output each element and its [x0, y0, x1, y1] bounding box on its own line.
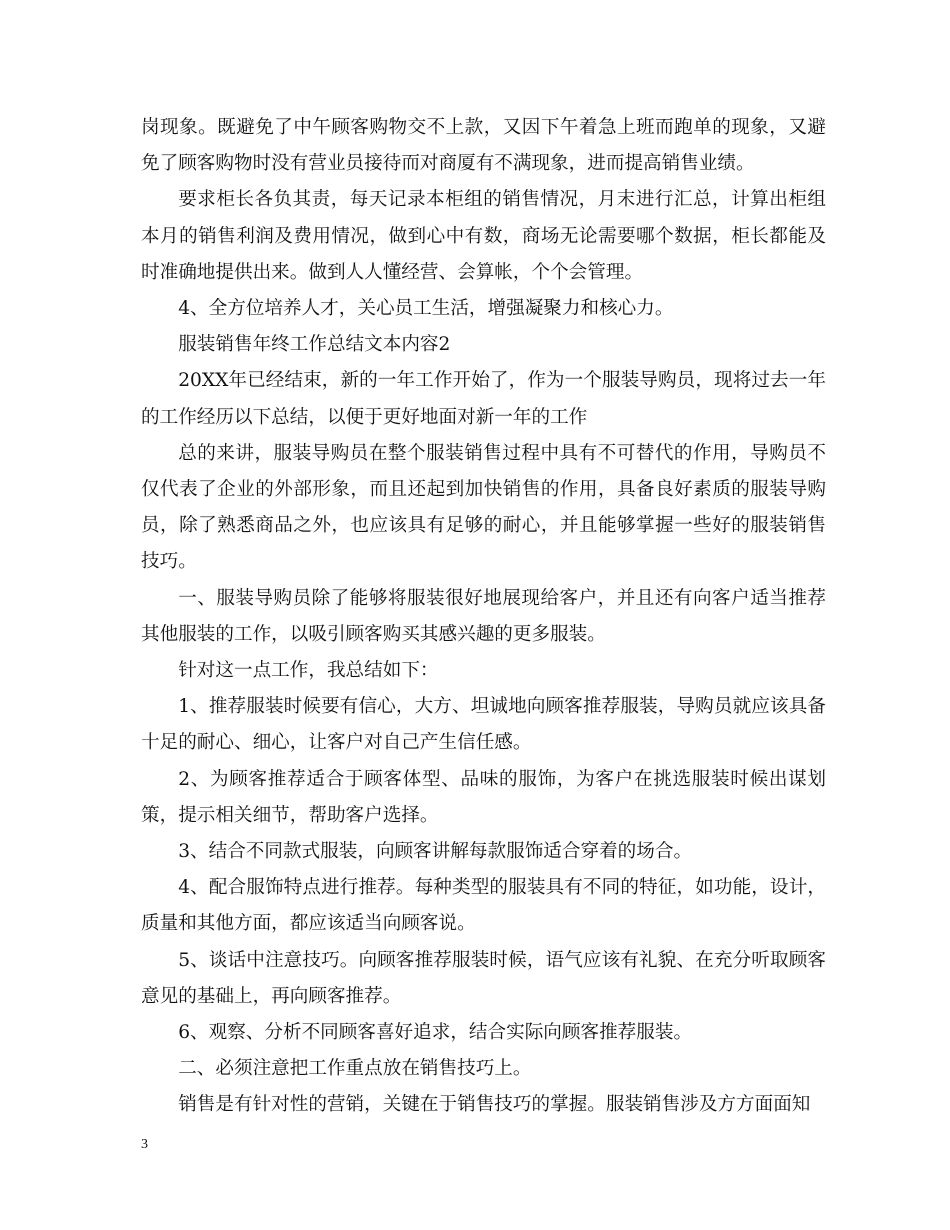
list-item-5: 5、谈话中注意技巧。向顾客推荐服装时候，语气应该有礼貌、在充分听取顾客意见的基础上，再向顾客推荐。 — [141, 949, 826, 1007]
page-number: 3 — [141, 1137, 148, 1152]
list-item-1: 1、推荐服装时候要有信心，大方、坦诚地向顾客推荐服装，导购员就应该具备十足的耐心、细心，让客户对自己产生信任感。 — [141, 696, 826, 754]
paragraph-sales-skills: 销售是有针对性的营销，关键在于销售技巧的掌握。服装销售涉及方方面面知 — [178, 1094, 811, 1116]
list-item-6: 6、观察、分析不同顾客喜好追求，结合实际向顾客推荐服装。 — [178, 1022, 693, 1044]
paragraph-summary-intro: 针对这一点工作，我总结如下： — [178, 660, 439, 682]
paragraph-counter-manager-duties: 要求柜长各负其责，每天记录本柜组的销售情况，月末进行汇总，计算出柜组本月的销售利润及费用情况，做到心中有数，商场无论需要哪个数据，柜长都能及时准确地提供出来。做到人人懂经营、会算帐，个个会管理。 — [141, 189, 826, 283]
list-item-3: 3、结合不同款式服装，向顾客讲解每款服饰适合穿着的场合。 — [178, 841, 693, 863]
list-item-4: 4、配合服饰特点进行推荐。每种类型的服装具有不同的特征，如功能，设计，质量和其他方面，都应该适当向顾客说。 — [141, 877, 826, 935]
list-item-2: 2、为顾客推荐适合于顾客体型、品味的服饰，为客户在挑选服装时候出谋划策，提示相关细节，帮助客户选择。 — [141, 768, 826, 826]
section-heading-summary-2: 服装销售年终工作总结文本内容2 — [178, 334, 451, 356]
paragraph-talent-cultivation: 4、全方位培养人才，关心员工生活，增强凝聚力和核心力。 — [178, 298, 674, 320]
paragraph-point-two: 二、必须注意把工作重点放在销售技巧上。 — [178, 1058, 532, 1080]
body-text — [141, 110, 826, 1124]
paragraph-point-one: 一、服装导购员除了能够将服装很好地展现给客户，并且还有向客户适当推荐其他服装的工作，以吸引顾客购买其感兴趣的更多服装。 — [141, 587, 826, 645]
paragraph-general-overview: 总的来讲，服装导购员在整个服装销售过程中具有不可替代的作用，导购员不仅代表了企业的外部形象，而且还起到加快销售的作用，具备良好素质的服装导购员，除了熟悉商品之外，也应该具有足够的耐心，并且能够掌握一些好的服装销售技巧。 — [141, 442, 826, 573]
paragraph-continued: 岗现象。既避免了中午顾客购物交不上款，又因下午着急上班而跑单的现象，又避免了顾客购物时没有营业员接待而对商厦有不满现象，进而提高销售业绩。 — [141, 117, 826, 175]
paragraph-year-intro: 20XX年已经结束，新的一年工作开始了，作为一个服装导购员，现将过去一年的工作经历以下总结，以便于更好地面对新一年的工作 — [141, 370, 826, 428]
